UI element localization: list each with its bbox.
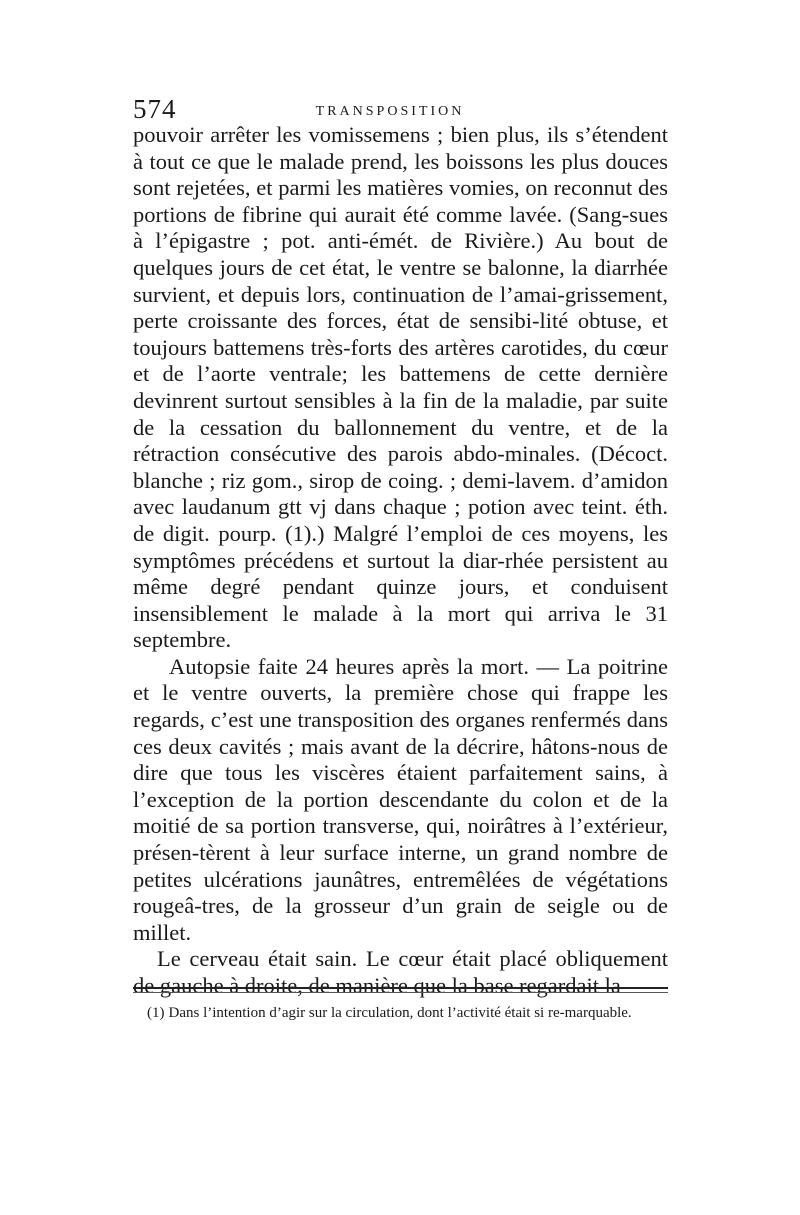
paragraph-continuation: pouvoir arrêter les vomissemens ; bien plus, ils s’étendent à tout ce que le malade prend, les boissons les plus douces sont rejetées, et parmi les matières vomies, on reconnut des portions de fibrine qui aurait été comme lavée. (Sang-sues à l’épigastre ; pot. anti-émét. de Rivière.) Au bout de quelques jours de cet état, le ventre se balonne, la diarrhée survient, et depuis lors, continuation de l’amai-grissement, perte croissante des forces, état de sensibi-lité obtuse, et toujours battemens très-forts des artères carotides, du cœur et de l’aorte ventrale; les battemens de cette dernière devinrent surtout sensibles à la fin de la maladie, par suite de la cessation du ballonnement du ventre, et de la rétraction consécutive des parois abdo-minales. (Décoct. blanche ; riz gom., sirop de coing. ; demi-lavem. d’amidon avec laudanum gtt vj dans chaque ; potion avec teint. éth. de digit. pourp. (1).) Malgré l’emploi de ces moyens, les symptômes précédens et surtout la diar-rhée persistent au même degré pendant quinze jours, et conduisent insensiblement le malade à la mort qui arriva le 31 septembre. [133, 122, 668, 653]
running-title: TRANSPOSITION [315, 104, 465, 119]
page-number: 574 [133, 94, 177, 124]
paragraph-heart: Le cerveau était sain. Le cœur était placé obliquement de gauche à droite, de manière que la base regardait la [133, 946, 668, 998]
footnote-marker: (1) [147, 1005, 165, 1021]
body-text [133, 122, 668, 1000]
footnote-divider [133, 987, 668, 989]
paragraph-autopsy: Autopsie faite 24 heures après la mort. — La poitrine et le ventre ouverts, la première chose qui frappe les regards, c’est une transposition des organes renfermés dans ces deux cavités ; mais avant de la décrire, hâtons-nous de dire que tous les viscères étaient parfaitement sains, à l’exception de la portion descendante du colon et de la moitié de sa portion transverse, qui, noirâtres à l’extérieur, présen-tèrent à leur surface interne, un grand nombre de petites ulcérations jaunâtres, entremêlées de végétations rougeâ-tres, de la grosseur d’un grain de seigle ou de millet. [133, 653, 668, 945]
footnote [133, 1003, 668, 1023]
footnote-text: Dans l’intention d’agir sur la circulation, dont l’activité était si re-marquable. [168, 1005, 632, 1021]
footnote-divider-thin [133, 992, 668, 993]
